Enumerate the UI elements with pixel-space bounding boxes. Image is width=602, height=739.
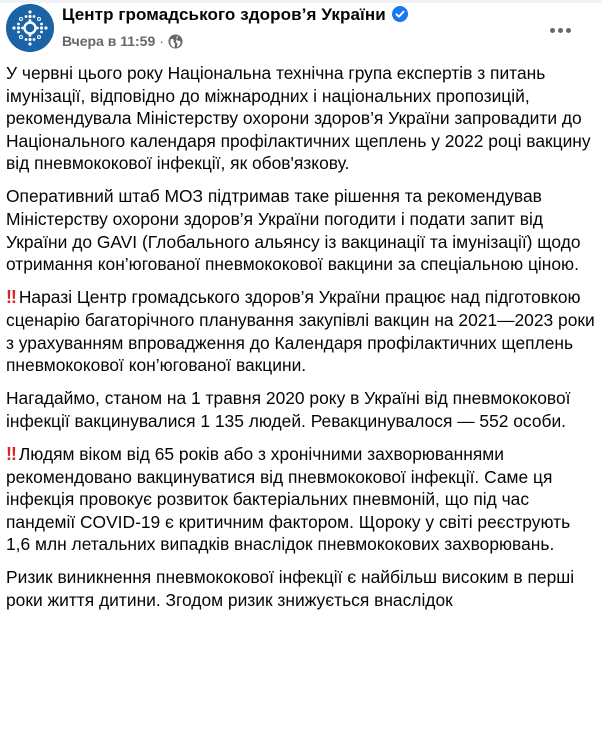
paragraph-text: Людям віком від 65 років або з хронічними захворюваннями рекомендовано вакцинуватися від пневмококової інфекції. Саме ця інфекція провокує розвиток бактеріальних пневмоній, що під час пандемії COVID-19 є критичним фактором. Щороку у світі реєструють 1,6 млн летальних випадків внаслідок пневмококових захворювань. bbox=[6, 443, 571, 555]
double-exclamation-icon: ‼ bbox=[6, 287, 14, 308]
more-dot-icon bbox=[550, 28, 555, 33]
post-paragraph bbox=[6, 566, 598, 611]
post-paragraph bbox=[6, 443, 598, 556]
double-exclamation-icon: ‼ bbox=[6, 443, 14, 464]
post-paragraph bbox=[6, 62, 598, 175]
post-header bbox=[0, 0, 602, 58]
post-paragraph bbox=[6, 185, 598, 275]
more-dot-icon bbox=[558, 28, 563, 33]
post-paragraph bbox=[6, 387, 598, 432]
paragraph-text: Оперативний штаб МОЗ підтримав таке рішення та рекомендував Міністерству охорони здоров’я України погодити і подати запит від України до GAVI (Глобального альянсу із вакцинації та імунізації) щодо отримання кон’югованої пневмококової вакцини за спеціальною ціною. bbox=[6, 186, 581, 275]
verified-badge-icon bbox=[392, 6, 408, 22]
page-name-link[interactable] bbox=[62, 5, 408, 25]
post-paragraph bbox=[6, 286, 598, 376]
globe-icon[interactable] bbox=[168, 34, 183, 49]
page-avatar[interactable] bbox=[6, 4, 54, 52]
post-body bbox=[6, 62, 598, 622]
paragraph-text: Наразі Центр громадського здоров’я України працює над підготовкою сценарію багаторічного планування закупівлі вакцин на 2021—2023 роки з урахуванням впровадження до Календаря профілактичних щеплень пневмококової кон’югованої вакцини. bbox=[6, 287, 595, 376]
paragraph-text: У червні цього року Національна технічна група експертів з питань імунізації, відповідно до міжнародних і національних пропозицій, рекомендувала Міністерству охорони здоров’я України запровадити до Національного календаря профілактичних щеплень у 2022 році вакцину від пневмококової інфекції, як обов'язкову. bbox=[6, 63, 591, 174]
post-meta bbox=[62, 33, 183, 49]
post-timestamp[interactable]: Вчера в 11:59 bbox=[62, 33, 156, 49]
phc-logo-icon bbox=[6, 4, 54, 52]
more-dot-icon bbox=[566, 28, 571, 33]
paragraph-text: Ризик виникнення пневмококової інфекції є найбільш високим в перші роки життя дитини. Згодом ризик знижується внаслідок bbox=[6, 567, 575, 610]
meta-separator: · bbox=[159, 33, 164, 49]
more-options-button[interactable] bbox=[550, 20, 586, 34]
page-name: Центр громадського здоров’я України bbox=[62, 5, 386, 24]
paragraph-text: Нагадаймо, станом на 1 травня 2020 року в Україні від пневмококової інфекції вакцинувалися 1 135 людей. Ревакцинувалося — 552 особи. bbox=[6, 388, 571, 431]
